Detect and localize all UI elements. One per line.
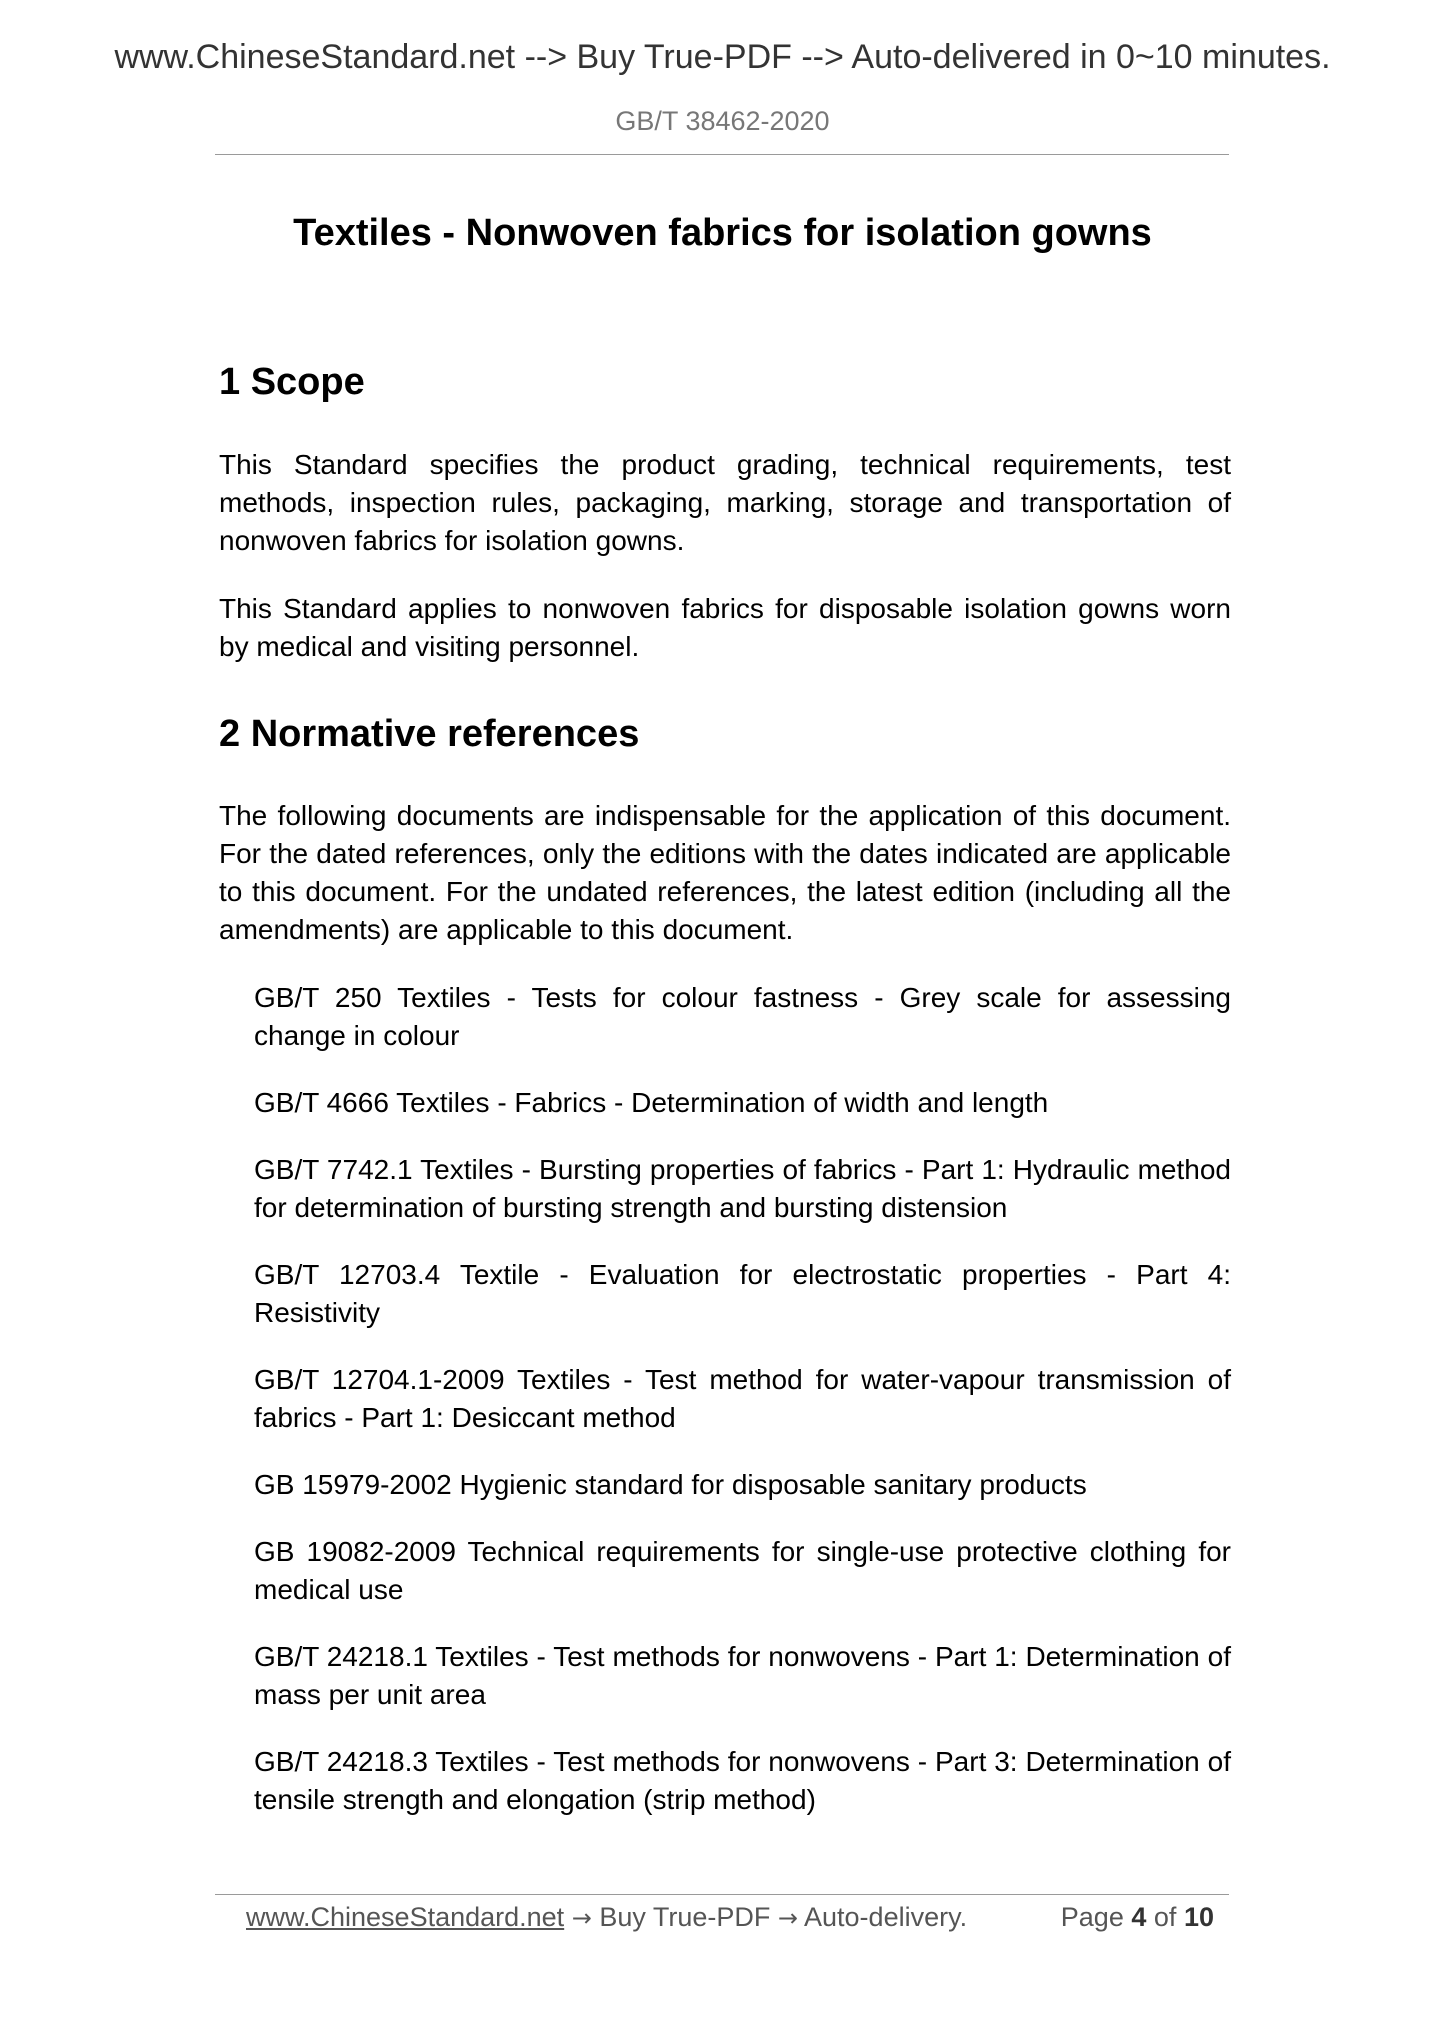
- reference-item: GB/T 4666 Textiles - Fabrics - Determination of width and length: [254, 1087, 1049, 1119]
- section-heading: 1 Scope: [219, 361, 365, 403]
- reference-item: GB 15979-2002 Hygienic standard for disposable sanitary products: [254, 1469, 1087, 1501]
- section-heading: 2 Normative references: [219, 712, 640, 755]
- paragraph: The following documents are indispensable for the application of this document. For the dated references, only the editions with the dates indicated are applicable to this document. For the undated references, the latest edition (including all the amendments) are applicable to this document.: [219, 800, 1231, 946]
- footer-links: [246, 1899, 967, 1936]
- footer-website-link[interactable]: www.ChineseStandard.net: [246, 1902, 565, 1932]
- paragraph: This Standard specifies the product grading, technical requirements, test methods, inspection rules, packaging, marking, storage and transportation of nonwoven fabrics for isolation gowns.: [219, 448, 1231, 556]
- page-label: Page: [1060, 1902, 1124, 1932]
- document-body: [219, 360, 1231, 1848]
- page-current: 4: [1131, 1902, 1147, 1932]
- reference-item: GB/T 24218.3 Textiles - Test methods for nonwovens - Part 3: Determination of tensile strength and elongation (strip method): [254, 1746, 1231, 1816]
- section-normative-references: [219, 712, 1231, 1820]
- header-divider: [215, 154, 1229, 155]
- reference-list: [219, 979, 1231, 1819]
- reference-item: GB/T 24218.1 Textiles - Test methods for nonwovens - Part 1: Determination of mass per unit area: [254, 1641, 1231, 1711]
- reference-item: GB/T 7742.1 Textiles - Bursting properties of fabrics - Part 1: Hydraulic method for determination of bursting strength and bursting distension: [254, 1154, 1231, 1224]
- page-total: 10: [1183, 1902, 1214, 1932]
- section-scope: [219, 360, 1231, 666]
- reference-item: GB/T 12704.1-2009 Textiles - Test method for water-vapour transmission of fabrics - Part 1: Desiccant method: [254, 1364, 1231, 1434]
- footer-buy-text: Buy True-PDF: [599, 1902, 771, 1932]
- standard-code: GB/T 38462-2020: [615, 106, 830, 136]
- page-of-label: of: [1153, 1902, 1177, 1932]
- reference-item: GB/T 250 Textiles - Tests for colour fastness - Grey scale for assessing change in colour: [254, 982, 1231, 1052]
- reference-item: GB/T 12703.4 Textile - Evaluation for electrostatic properties - Part 4: Resistivity: [254, 1259, 1231, 1329]
- top-banner: www.ChineseStandard.net --> Buy True-PDF --> Auto-delivered in 0~10 minutes.: [114, 38, 1331, 76]
- document-title: Textiles - Nonwoven fabrics for isolation gowns: [293, 212, 1152, 254]
- footer-delivery-text: Auto-delivery.: [804, 1902, 968, 1932]
- reference-item: GB 19082-2009 Technical requirements for single-use protective clothing for medical use: [254, 1536, 1231, 1606]
- right-arrow-icon: →: [777, 1904, 798, 1932]
- footer-divider: [215, 1894, 1229, 1895]
- paragraph: This Standard applies to nonwoven fabrics for disposable isolation gowns worn by medical and visiting personnel.: [219, 592, 1231, 662]
- right-arrow-icon: →: [571, 1904, 592, 1932]
- page-number: [1061, 1899, 1214, 1935]
